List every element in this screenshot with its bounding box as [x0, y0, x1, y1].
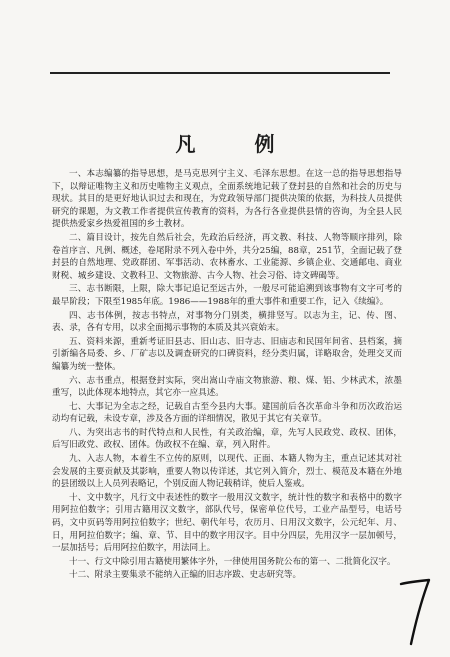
- header-rule: [50, 72, 390, 74]
- paragraph-1: 一、本志编纂的指导思想，是马克思列宁主义、毛泽东思想。在这一总的指导思想指导下，以辩证唯物主义和历史唯物主义观点，全面系统地记载了登封县的自然和社会的历史与现状。其目的是更好地认识过去和现在，为党政领导部门提供决策的依据，为科技人员提供研究的课题，为文教工作者提供宣传教育的资料，为各行各业提供县情的咨询，为全县人民提供热爱家乡热爱祖国的乡土教材。: [52, 169, 402, 230]
- paragraph-4: 四、志书体例，按志书特点，对事物分门别类，横排竖写。以志为主，记、传、图、表、录，各有专用，以求全面揭示事物的本质及其兴衰始末。: [52, 310, 402, 334]
- document-body: [52, 168, 402, 582]
- paragraph-3: 三、志书断限，上限，除大事记追记至远古外，一般尽可能追溯到该事物有文字可考的最早阶段；下限至1985年底。1986——1988年的重大事件和重要工作，记入《续编》。: [52, 284, 402, 307]
- paragraph-11: 十一、行文中除引用古籍使用繁体字外，一律使用国务院公布的第一、二批简化汉字。: [69, 556, 396, 567]
- paragraph-5: 五、资料来源，重新考证旧县志、旧山志、旧寺志、旧庙志和民国年间省、县档案，摘引新编各局委、乡、厂矿志以及调查研究的口碑资料，经分类归属，详略取舍，处理交叉而编纂为统一整体。: [52, 336, 402, 372]
- paragraph-8: 八、为突出志书的时代特点和人民性，有关政治编，章，先写人民政党、政权、团体，后写旧政党、政权、团体。伪政权不在编、章，列入附件。: [52, 427, 402, 451]
- paragraph-12: 十二、附录主要集录不能纳入正编的旧志序跋、史志研究等。: [69, 570, 302, 581]
- paragraph-7: 七、大事记为全志之经，记载自古至今县内大事。建国前后各次革命斗争和历次政治运动均有记载，未设专章，涉及各方面的详细情况，散见于其它有关章节。: [52, 401, 402, 425]
- page-title: 凡 例: [175, 132, 301, 156]
- paragraph-6: 六、志书重点，根据登封实际，突出嵩山寺庙文物旅游、粮、煤、铝、少林武术，浓墨重写，以此体现本地特点，其它亦一应具述。: [52, 375, 402, 399]
- paragraph-10: 十、文中数字，凡行文中表述性的数字一般用汉文数字，统计性的数字和表格中的数字用阿拉伯数字；引用古籍用汉文数字，部队代号，保密单位代号，工业产品型号，电话号码，文中页码等用阿拉伯数字；世纪、朝代年号，农历月、日用汉文数字，公元纪年、月、日，用阿拉伯数字；编、章、节、目中的数字用汉字。目中分四层，先用汉字一层加顿号，一层加括号；后用阿拉伯数字，用法同上。: [52, 492, 402, 554]
- handwritten-page-number-icon: [395, 576, 435, 648]
- paragraph-2: 二、篇目设计，按先自然后社会，先政治后经济，再文教、科技、人物等顺序排列，除卷首序言、凡例、概述，卷尾附录不列入卷中外，共分25编，88章，251节，全面记载了登封县的自然地理、党政群团、军事活动、农林畜水、工业能源、乡镇企业、交通邮电、商业财税、城乡建设、文教科卫、文物旅游、古今人物、社会习俗、诗文碑碣等。: [52, 232, 402, 281]
- paragraph-9: 九、入志人物，本着生不立传的原则，以现代、正面、本籍人物为主，重点记述其对社会发展的主要贡献及其影响，重要人物以传详述，其它列入简介，烈士、模范及本籍在外地的县团级以上人员列表略记，个别反面人物记载稍详，使后人鉴戒。: [52, 454, 402, 490]
